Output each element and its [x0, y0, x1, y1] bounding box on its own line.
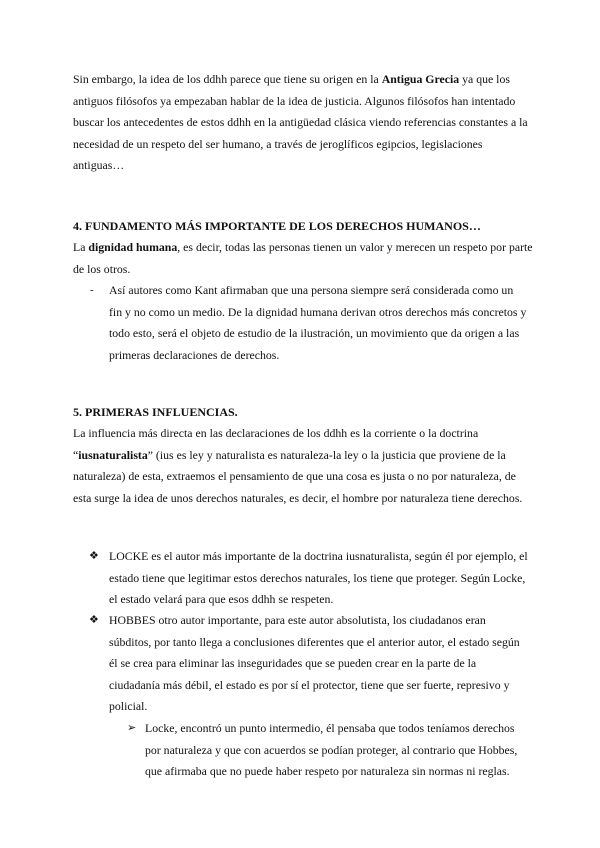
section-5-text-2: ” (ius es ley y naturalista es naturaleza-la ley o la justicia que proviene de la naturaleza) de esta, extraemos el pensamiento de que una cosa es justa o no por naturaleza, de esta surge la idea de unos derechos naturales, es decir, el hombre por naturaleza tiene derechos. [73, 447, 523, 505]
section-4-bold-dignidad: dignidad humana [88, 240, 178, 254]
section-5-text-1: La influencia más directa en las declaraciones de los ddhh es la corriente o la doctrina “ [73, 426, 479, 462]
sub-bullet-item-locke: Locke, encontró un punto intermedio, él pensaba que todos teníamos derechos por naturaleza y que con acuerdos se podían proteger, al contrario que Hobbes, que afirmaba que no puede haber respeto por naturaleza sin normas ni reglas. [145, 721, 518, 778]
section-4-paragraph [73, 237, 533, 280]
section-4-text-2: , es decir, todas las personas tienen un valor y merecen un respeto por parte de los otros. [73, 240, 533, 276]
intro-paragraph [73, 69, 533, 177]
arrow-bullet-icon: ➢ [127, 722, 137, 734]
section-5-paragraph [73, 423, 533, 509]
dash-bullet: - [90, 284, 94, 296]
section-4-text-1: La [73, 240, 89, 254]
intro-text-2: ya que los antiguos filósofos ya empezaban hablar de la idea de justicia. Algunos filósofos han intentado buscar los antecedentes de estos ddhh en la antigüedad clásica viendo referencias constantes a la necesidad de un respeto del ser humano, a través de jeroglíficos egipcios, legislaciones antiguas… [73, 72, 528, 172]
bullet-item-hobbes: HOBBES otro autor importante, para este autor absolutista, los ciudadanos eran súbditos, por tanto llega a conclusiones diferentes que el anterior autor, el estado según él se crea para eliminar las inseguridades que se pueden crear en la parte de la ciudadanía más débil, el estado es por sí el protector, tiene que ser fuerte, represivo y policial. [109, 613, 520, 713]
section-5-heading: 5. PRIMERAS INFLUENCIAS. [73, 405, 238, 419]
diamond-bullet-icon: ❖ [89, 550, 99, 562]
intro-text-1: Sin embargo, la idea de los ddhh parece que tiene su origen en la [73, 72, 382, 86]
bullet-item-locke: LOCKE es el autor más importante de la doctrina iusnaturalista, según él por ejemplo, el estado tiene que legitimar estos derechos naturales, los tiene que proteger. Según Locke, el estado velará para que esos ddhh se respeten. [109, 549, 528, 606]
intro-bold-antigua-grecia: Antigua Grecia [381, 72, 460, 86]
diamond-bullet-icon: ❖ [89, 614, 99, 626]
section-5-bold-iusnaturalista: iusnaturalista [78, 447, 148, 462]
section-4-list-item: Así autores como Kant afirmaban que una persona siempre será considerada como un fin y no como un medio. De la dignidad humana derivan otros derechos más concretos y todo esto, será el objeto de estudio de la ilustración, un movimiento que da origen a las primeras declaraciones de derechos. [109, 283, 527, 362]
section-4-heading: 4. FUNDAMENTO MÁS IMPORTANTE DE LOS DERECHOS HUMANOS… [73, 219, 481, 233]
